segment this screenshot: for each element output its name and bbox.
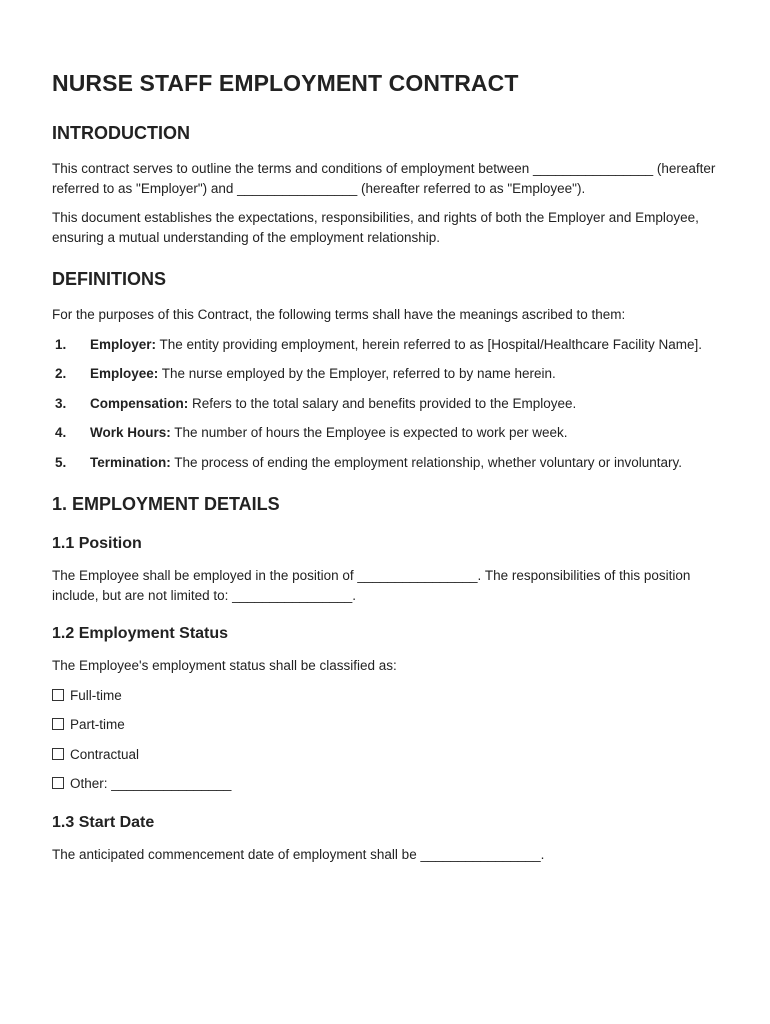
document-title: NURSE STAFF EMPLOYMENT CONTRACT — [52, 70, 519, 96]
start-date-heading: 1.3 Start Date — [52, 813, 155, 831]
definitions-intro: For the purposes of this Contract, the following terms shall have the meanings ascribed to them: — [52, 307, 626, 322]
list-item — [52, 394, 718, 414]
position-subsection — [52, 535, 718, 605]
item-body — [90, 453, 682, 473]
status-option-other[interactable] — [52, 774, 718, 794]
position-text: The Employee shall be employed in the position of ________________. The responsibilities of this position include, but are not limited to: ________________. — [52, 568, 691, 603]
status-option-part-time[interactable] — [52, 715, 718, 735]
item-number: 2. — [55, 366, 67, 381]
checkbox-icon[interactable] — [52, 777, 64, 789]
status-option-label: Contractual — [70, 746, 140, 762]
employment-status-subsection — [52, 625, 718, 794]
status-option-label: Other: ________________ — [70, 776, 232, 791]
item-term: Compensation: — [90, 395, 189, 411]
list-item — [52, 453, 718, 473]
status-option-label: Full-time — [70, 687, 122, 703]
item-number: 4. — [55, 425, 67, 440]
item-number: 1. — [55, 336, 67, 352]
start-date-subsection — [52, 814, 718, 865]
item-body — [90, 335, 702, 355]
introduction-paragraph-1: This contract serves to outline the terms and conditions of employment between ________________ (hereafter referred to as "Employer") and ________________ (hereafter referred to as "Employee"). — [52, 161, 716, 196]
item-term: Employer: — [90, 336, 157, 352]
introduction-paragraph-2: This document establishes the expectations, responsibilities, and rights of both the Employer and Employee, ensuring a mutual understanding of the employment relationship. — [52, 210, 699, 245]
item-body — [90, 423, 567, 443]
status-option-label: Part-time — [70, 717, 125, 732]
item-text: Refers to the total salary and benefits provided to the Employee. — [188, 395, 577, 411]
introduction-section — [52, 123, 718, 247]
item-text: The entity providing employment, herein referred to as [Hospital/Healthcare Facility Name]. — [156, 336, 703, 352]
employment-details-section — [52, 494, 718, 864]
definitions-list — [52, 335, 718, 473]
definitions-section — [52, 269, 718, 472]
checkbox-icon[interactable] — [52, 748, 64, 760]
checkbox-icon[interactable] — [52, 689, 64, 701]
item-text: The number of hours the Employee is expected to work per week. — [170, 425, 568, 440]
item-number: 5. — [55, 454, 67, 470]
item-term: Work Hours: — [90, 425, 171, 440]
status-option-contractual[interactable] — [52, 745, 718, 765]
definitions-heading: DEFINITIONS — [52, 269, 167, 289]
list-item — [52, 423, 718, 443]
introduction-heading: INTRODUCTION — [52, 123, 190, 143]
checkbox-icon[interactable] — [52, 718, 64, 730]
position-heading: 1.1 Position — [52, 535, 142, 552]
status-option-full-time[interactable] — [52, 686, 718, 706]
item-text: The process of ending the employment relationship, whether voluntary or involuntary. — [170, 454, 683, 470]
employment-status-heading: 1.2 Employment Status — [52, 625, 229, 642]
start-date-text: The anticipated commencement date of employment shall be ________________. — [52, 846, 545, 862]
employment-status-intro: The Employee's employment status shall be classified as: — [52, 658, 397, 673]
item-body — [90, 394, 576, 414]
employment-details-heading: 1. EMPLOYMENT DETAILS — [52, 494, 280, 514]
list-item — [52, 364, 718, 384]
item-text: The nurse employed by the Employer, referred to by name herein. — [158, 366, 556, 381]
item-number: 3. — [55, 395, 67, 411]
item-term: Termination: — [90, 454, 171, 470]
list-item — [52, 335, 718, 355]
item-term: Employee: — [90, 366, 159, 381]
item-body — [90, 364, 556, 384]
